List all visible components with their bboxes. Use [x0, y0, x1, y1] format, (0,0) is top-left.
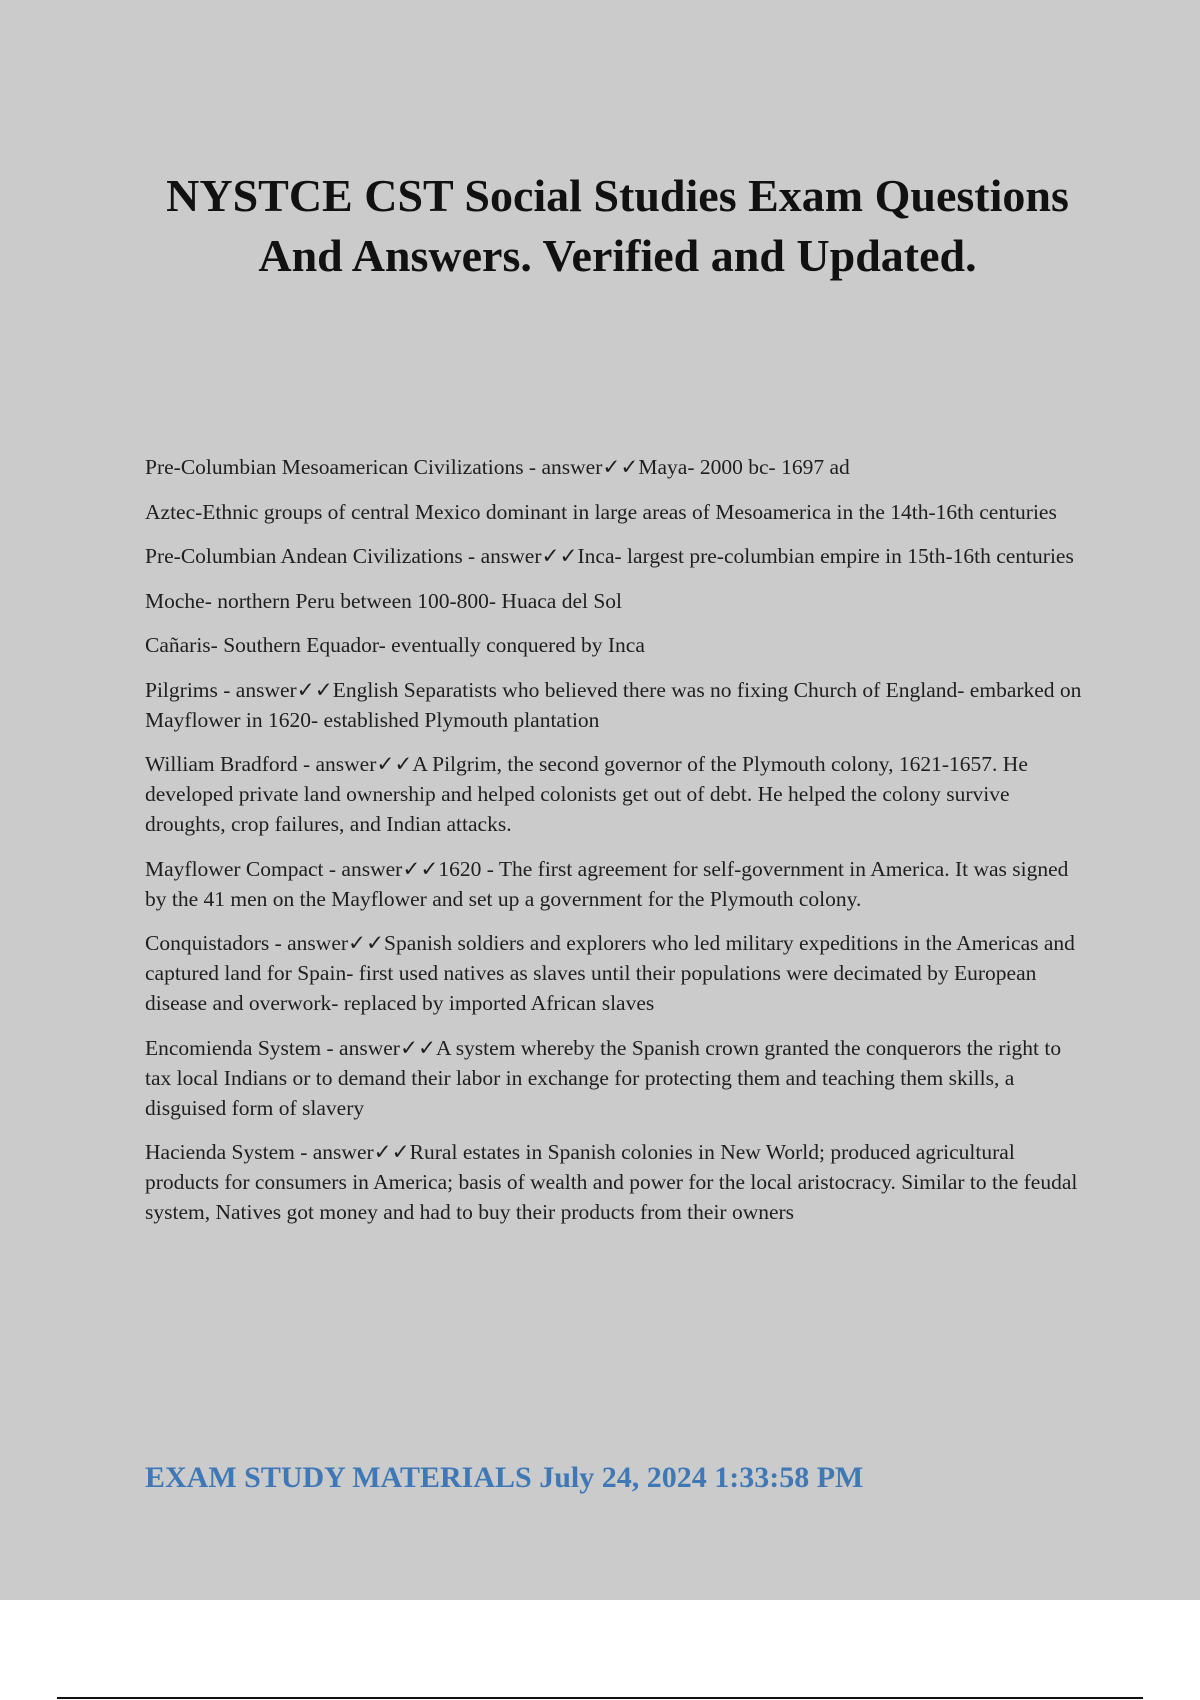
entry-mayflower-compact: Mayflower Compact - answer✓✓1620 - The first agreement for self-government in America. It was signed by the 41 men on the Mayflower and set up a government for the Plymouth colony.	[145, 856, 1069, 911]
entry-encomienda-system: Encomienda System - answer✓✓A system whereby the Spanish crown granted the conquerors the right to tax local Indians or to demand their labor in exchange for protecting them and teaching them skills, a disguised form of slavery	[145, 1035, 1062, 1120]
entry-canaris: Cañaris- Southern Equador- eventually conquered by Inca	[145, 633, 645, 657]
document-title: NYSTCE CST Social Studies Exam Questions And Answers. Verified and Updated.	[166, 170, 1069, 281]
entry-conquistadors: Conquistadors - answer✓✓Spanish soldiers and explorers who led military expeditions in the Americas and captured land for Spain- first used natives as slaves until their populations were decimated by European disease and overwork- replaced by imported African slaves	[145, 931, 1075, 1015]
entry-hacienda-system: Hacienda System - answer✓✓Rural estates in Spanish colonies in New World; produced agricultural products for consumers in America; basis of wealth and power for the local aristocracy. Similar to the feudal system, Natives got money and had to buy their products from their owners	[145, 1140, 1078, 1224]
bottom-divider	[57, 1697, 1143, 1699]
document-body	[145, 452, 1085, 1242]
footer-note: EXAM STUDY MATERIALS July 24, 2024 1:33:58 PM	[145, 1461, 864, 1494]
entry-moche: Moche- northern Peru between 100-800- Huaca del Sol	[145, 588, 623, 613]
entry-pilgrims: Pilgrims - answer✓✓English Separatists who believed there was no fixing Church of England- embarked on Mayflower in 1620- established Plymouth plantation	[145, 677, 1082, 732]
entry-andean-civilizations: Pre-Columbian Andean Civilizations - answer✓✓Inca- largest pre-columbian empire in 15th-16th centuries	[145, 544, 1074, 568]
entry-mesoamerican-civilizations: Pre-Columbian Mesoamerican Civilizations - answer✓✓Maya- 2000 bc- 1697 ad	[145, 455, 850, 479]
entry-aztec: Aztec-Ethnic groups of central Mexico dominant in large areas of Mesoamerica in the 14th-16th centuries	[145, 499, 1057, 524]
entry-william-bradford: William Bradford - answer✓✓A Pilgrim, the second governor of the Plymouth colony, 1621-1657. He developed private land ownership and helped colonists get out of debt. He helped the colony survive droughts, crop failures, and Indian attacks.	[145, 752, 1028, 836]
